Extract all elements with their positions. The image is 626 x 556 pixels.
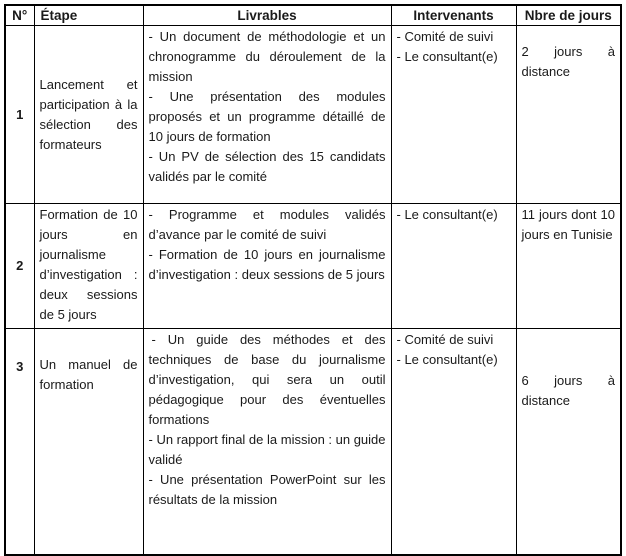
header-intervenants: Intervenants	[391, 5, 516, 26]
livrable-item: - Un guide des méthodes et des techniques de base du journalisme d’investigation, qui sera un outil pédagogique pour des éventuelles formations	[148, 332, 386, 427]
livrables-cell	[143, 329, 391, 556]
livrables-cell	[143, 204, 391, 329]
intervenants-cell	[391, 204, 516, 329]
etape-text: Un manuel de formation	[39, 357, 138, 392]
etape-cell	[34, 26, 143, 204]
intervenant-item: - Le consultant(e)	[396, 207, 498, 222]
table-row-3	[5, 329, 621, 556]
intervenant-item: - Le consultant(e)	[396, 352, 498, 367]
intervenant-item: - Comité de suivi	[396, 332, 494, 347]
header-nbre-de-jours: Nbre de jours	[516, 5, 621, 26]
livrable-item: - Formation de 10 jours en journalisme d’investigation : deux sessions de 5 jours	[148, 247, 386, 282]
header-num: N°	[5, 5, 34, 26]
etape-cell	[34, 204, 143, 329]
intervenants-cell	[391, 329, 516, 556]
step-number-cell: 3	[5, 329, 34, 556]
jours-text: 6 jours à distance	[521, 373, 615, 408]
livrable-item: - Une présentation des modules proposés et un programme détaillé de 10 jours de formation	[148, 89, 386, 144]
jours-cell	[516, 329, 621, 556]
jours-text: 2 jours à distance	[521, 44, 615, 79]
intervenant-item: - Le consultant(e)	[396, 49, 498, 64]
livrable-item: - Une présentation PowerPoint sur les résultats de la mission	[148, 472, 386, 507]
livrable-item: - Un document de méthodologie et un chronogramme du déroulement de la mission	[148, 29, 386, 84]
intervenant-item: - Comité de suivi	[396, 29, 494, 44]
table-row-2	[5, 204, 621, 329]
step-number-cell: 2	[5, 204, 34, 329]
livrable-item: - Un rapport final de la mission : un guide validé	[148, 432, 386, 467]
jours-cell	[516, 26, 621, 204]
header-livrables: Livrables	[143, 5, 391, 26]
etape-text: Formation de 10 jours en journalisme d’investigation : deux sessions de 5 jours	[39, 207, 138, 322]
livrable-item: - Programme et modules validés d’avance par le comité de suivi	[148, 207, 386, 242]
jours-text: 11 jours dont 10 jours en Tunisie	[521, 207, 615, 242]
step-number-cell: 1	[5, 26, 34, 204]
intervenants-cell	[391, 26, 516, 204]
livrables-cell	[143, 26, 391, 204]
etape-text: Lancement et participation à la sélection des formateurs	[39, 76, 138, 152]
header-etape: Étape	[34, 5, 143, 26]
table-row-1	[5, 26, 621, 204]
mission-phases-table	[4, 4, 622, 556]
livrable-item: - Un PV de sélection des 15 candidats validés par le comité	[148, 149, 386, 184]
document-page	[0, 4, 626, 506]
jours-cell	[516, 204, 621, 329]
etape-cell	[34, 329, 143, 556]
table-header-row	[5, 5, 621, 26]
